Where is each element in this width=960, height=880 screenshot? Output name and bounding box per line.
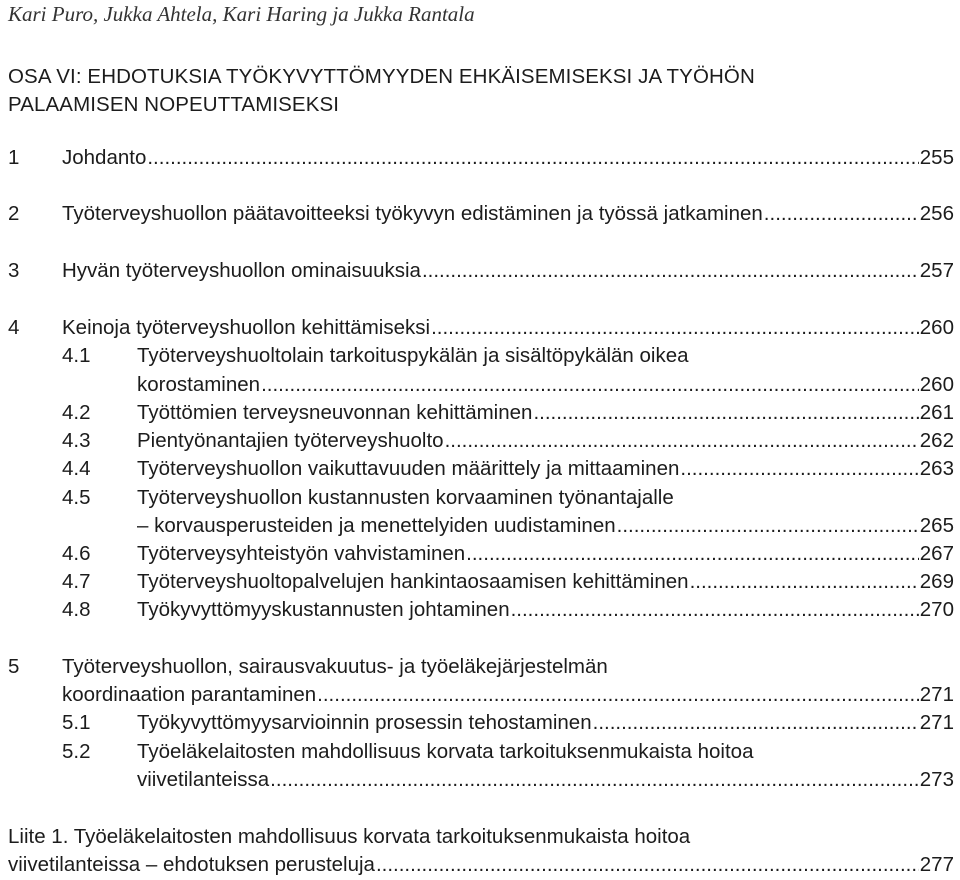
toc-page-number: 270 [919, 598, 954, 621]
toc-entry-1[interactable] [0, 143, 960, 173]
toc-leader-dots [270, 765, 919, 795]
toc-entry-2[interactable] [0, 199, 960, 229]
toc-page-number: 267 [919, 542, 954, 565]
toc-entry-5-1[interactable] [0, 708, 960, 738]
toc-entry-4-3[interactable] [0, 426, 960, 456]
toc-title: Työterveysyhteistyön vahvistaminen [137, 542, 466, 565]
toc-leader-dots [511, 595, 919, 625]
toc-entry-5-2-cont[interactable] [0, 765, 960, 795]
toc-page-number: 256 [919, 202, 954, 225]
toc-leader-dots [593, 708, 919, 738]
toc-title: Työterveyshuollon päätavoitteeksi työkyvyn edistäminen ja työssä jatkaminen [62, 202, 763, 225]
toc-entry-4-5-cont[interactable] [0, 511, 960, 541]
toc-title: Työterveyshuoltolain tarkoituspykälän ja sisältöpykälän oikea [137, 344, 689, 367]
toc-page-number: 257 [919, 259, 954, 282]
toc-entry-5-2[interactable] [0, 737, 960, 767]
toc-title-continuation: viivetilanteissa – ehdotuksen perusteluja [8, 853, 375, 876]
toc-page-number: 260 [919, 373, 954, 396]
toc-leader-dots [617, 511, 919, 541]
toc-number: 2 [8, 202, 20, 225]
toc-leader-dots [764, 199, 919, 229]
toc-leader-dots [466, 539, 919, 569]
toc-title: Työterveyshuollon vaikuttavuuden määrittely ja mittaaminen [137, 457, 680, 480]
toc-title: Työterveyshuollon, sairausvakuutus- ja työeläkejärjestelmän [62, 655, 608, 678]
toc-leader-dots [533, 398, 918, 428]
toc-entry-3[interactable] [0, 256, 960, 286]
toc-number: 4.3 [62, 429, 91, 452]
toc-leader-dots [680, 454, 918, 484]
toc-entry-4-8[interactable] [0, 595, 960, 625]
toc-number: 1 [8, 146, 20, 169]
authors-header: Kari Puro, Jukka Ahtela, Kari Haring ja Jukka Rantala [8, 2, 475, 26]
toc-leader-dots [261, 370, 919, 400]
toc-page-number: 265 [919, 514, 954, 537]
toc-page-number: 273 [919, 768, 954, 791]
toc-number: 5 [8, 655, 20, 678]
toc-number: 4.5 [62, 486, 91, 509]
toc-page-number: 260 [919, 316, 954, 339]
toc-title-continuation: korostaminen [137, 373, 261, 396]
part-title-line-1: OSA VI: EHDOTUKSIA TYÖKYVYTTÖMYYDEN EHKÄISEMISEKSI JA TYÖHÖN [8, 65, 755, 88]
toc-title: Työeläkelaitosten mahdollisuus korvata tarkoituksenmukaista hoitoa [137, 740, 754, 763]
toc-page-number: 269 [919, 570, 954, 593]
toc-title: Työkyvyttömyyskustannusten johtaminen [137, 598, 510, 621]
toc-title: Johdanto [62, 146, 147, 169]
toc-title: Liite 1. Työeläkelaitosten mahdollisuus korvata tarkoituksenmukaista hoitoa [8, 825, 691, 848]
toc-page-number: 271 [919, 711, 954, 734]
toc-leader-dots [431, 313, 919, 343]
toc-title: Hyvän työterveyshuollon ominaisuuksia [62, 259, 421, 282]
toc-title: Pientyönantajien työterveyshuolto [137, 429, 444, 452]
toc-title-continuation: – korvausperusteiden ja menettelyiden uudistaminen [137, 514, 616, 537]
toc-leader-dots [317, 680, 919, 710]
toc-entry-4-2[interactable] [0, 398, 960, 428]
toc-leader-dots [690, 567, 919, 597]
toc-entry-4-6[interactable] [0, 539, 960, 569]
toc-entry-4[interactable] [0, 313, 960, 343]
toc-entry-4-1[interactable] [0, 341, 960, 371]
toc-number: 4.4 [62, 457, 91, 480]
part-title-line-2: PALAAMISEN NOPEUTTAMISEKSI [8, 93, 340, 116]
toc-entry-5[interactable] [0, 652, 960, 682]
toc-number: 5.1 [62, 711, 91, 734]
toc-page-number: 271 [919, 683, 954, 706]
toc-number: 4.8 [62, 598, 91, 621]
toc-entry-4-4[interactable] [0, 454, 960, 484]
toc-page-number: 263 [919, 457, 954, 480]
toc-title: Työterveyshuollon kustannusten korvaaminen työnantajalle [137, 486, 674, 509]
toc-title: Työttömien terveysneuvonnan kehittäminen [137, 401, 533, 424]
toc-page-number: 261 [919, 401, 954, 424]
toc-leader-dots [445, 426, 919, 456]
toc-page-number: 262 [919, 429, 954, 452]
toc-leader-dots [422, 256, 919, 286]
toc-leader-dots [376, 850, 919, 880]
toc-page-number: 277 [919, 853, 954, 876]
toc-number: 4.2 [62, 401, 91, 424]
toc-title: Keinoja työterveyshuollon kehittämiseksi [62, 316, 431, 339]
toc-entry-appendix-1-cont[interactable] [0, 850, 960, 880]
toc-number: 5.2 [62, 740, 91, 763]
toc-leader-dots [147, 143, 918, 173]
toc-entry-4-1-cont[interactable] [0, 370, 960, 400]
toc-title-continuation: koordinaation parantaminen [62, 683, 317, 706]
toc-entry-5-cont[interactable] [0, 680, 960, 710]
toc-entry-appendix-1[interactable] [0, 822, 960, 852]
toc-title-continuation: viivetilanteissa [137, 768, 270, 791]
part-title [8, 63, 928, 119]
toc-number: 4 [8, 316, 20, 339]
toc-entry-4-7[interactable] [0, 567, 960, 597]
toc-title: Työterveyshuoltopalvelujen hankintaosaamisen kehittäminen [137, 570, 689, 593]
toc-page-number: 255 [919, 146, 954, 169]
toc-number: 3 [8, 259, 20, 282]
toc-number: 4.6 [62, 542, 91, 565]
toc-number: 4.7 [62, 570, 91, 593]
toc-title: Työkyvyttömyysarvioinnin prosessin tehostaminen [137, 711, 592, 734]
toc-number: 4.1 [62, 344, 91, 367]
toc-entry-4-5[interactable] [0, 483, 960, 513]
